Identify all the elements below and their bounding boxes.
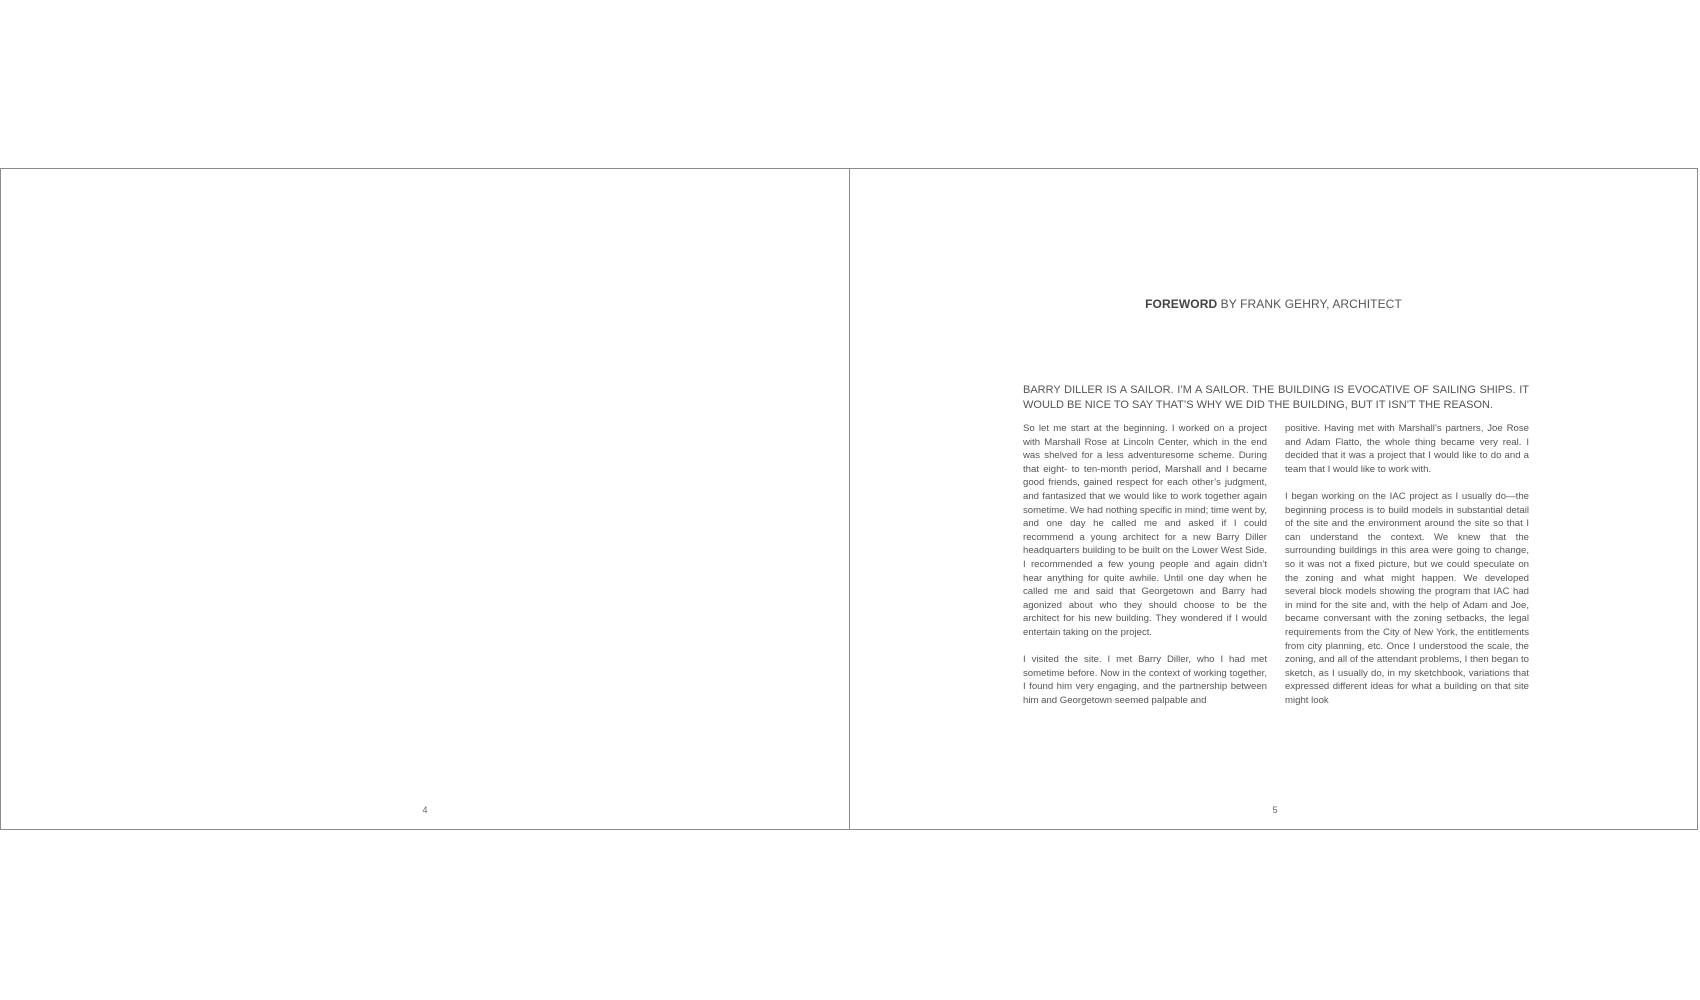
page-number: 4 bbox=[422, 805, 428, 815]
page-number: 5 bbox=[1272, 805, 1278, 815]
body-paragraph: positive. Having met with Marshall’s partners, Joe Rose and Adam Flatto, the whole thing became very real. I decided that it was a project that I would like to do and a team that I would like to work with. bbox=[1285, 423, 1529, 475]
text-column-left bbox=[1023, 422, 1267, 721]
left-page bbox=[1, 169, 850, 829]
heading-bold: FOREWORD bbox=[1145, 297, 1218, 311]
book-spread bbox=[0, 168, 1698, 830]
text-column-right bbox=[1285, 422, 1529, 721]
body-paragraph: I visited the site. I met Barry Diller, who I had met sometime before. Now in the context of working together, I found him very engaging, and the partnership between him and Georgetown seemed palpable and bbox=[1023, 654, 1267, 706]
lead-paragraph: BARRY DILLER IS A SAILOR. I’M A SAILOR. THE BUILDING IS EVOCATIVE OF SAILING SHIPS. IT WOULD BE NICE TO SAY THAT’S WHY WE DID THE BUILDING, BUT IT ISN’T THE REASON. bbox=[1023, 384, 1529, 411]
body-paragraph: So let me start at the beginning. I worked on a project with Marshall Rose at Lincoln Center, which in the end was shelved for a less adventuresome scheme. During that eight- to ten-month period, Marshall and I became good friends, gained respect for each other’s judgment, and fantasized that we would like to work together again sometime. We had nothing specific in mind; time went by, and one day he called me and asked if I could recommend a young architect for a new Barry Diller headquarters building to be built on the Lower West Side. I recommended a few young people and again didn’t hear anything for quite awhile. Until one day when he called me and said that Georgetown and Barry had agonized about who they should choose to be the architect for his new building. They wondered if I would entertain taking on the project. bbox=[1023, 423, 1267, 638]
chapter-heading bbox=[850, 297, 1697, 311]
body-paragraph: I began working on the IAC project as I usually do—the beginning process is to build models in substantial detail of the site and the environment around the site so that I can understand the context. We knew that the surrounding buildings in this area were going to change, so it was not a fixed picture, but we could speculate on the zoning and what might happen. We developed several block models showing the program that IAC had in mind for the site and, with the help of Adam and Joe, became conversant with the zoning setbacks, the legal requirements from the City of New York, the entitlements from city planning, etc. Once I understood the scale, the zoning, and all of the attendant problems, I then began to sketch, as I usually do, in my sketchbook, variations that expressed different ideas for what a building on that site might look bbox=[1285, 490, 1529, 706]
heading-byline: BY FRANK GEHRY, ARCHITECT bbox=[1217, 297, 1402, 311]
right-page bbox=[850, 169, 1697, 829]
